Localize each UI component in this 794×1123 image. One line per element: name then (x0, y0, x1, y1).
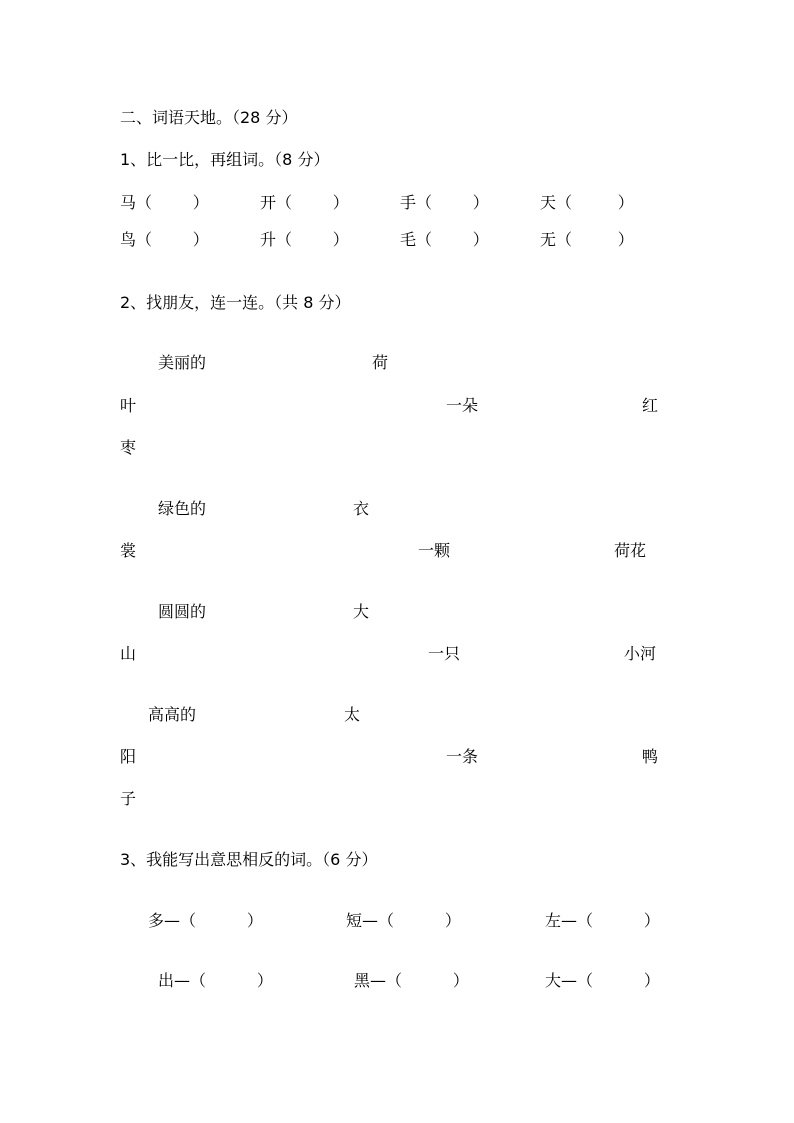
q1-item: 手（ ） (400, 193, 489, 212)
match-word: 裳 (120, 541, 137, 560)
match-word: 一只 (428, 644, 461, 663)
match-word: 红 (642, 396, 659, 415)
q1-item: 鸟（ ） (120, 230, 209, 249)
match-word: 太 (344, 705, 361, 724)
match-word: 高高的 (148, 705, 197, 724)
q1-item: 毛（ ） (400, 230, 489, 249)
q2-title: 2、找朋友，连一连。（共 8 分） (120, 293, 351, 312)
q1-title: 1、比一比，再组词。（8 分） (120, 150, 330, 169)
section-title: 二、词语天地。（28 分） (120, 108, 298, 127)
match-word: 鸭 (642, 747, 659, 766)
q3-item: 大—（ ） (545, 971, 660, 990)
match-word: 大 (353, 602, 370, 621)
q3-item: 短—（ ） (346, 911, 461, 930)
match-word: 荷 (372, 353, 389, 372)
q3-item: 左—（ ） (545, 911, 660, 930)
q3-item: 出—（ ） (158, 971, 273, 990)
match-word: 枣 (120, 438, 137, 457)
match-word: 一颗 (418, 541, 451, 560)
match-word: 美丽的 (158, 353, 207, 372)
match-word: 圆圆的 (158, 602, 207, 621)
match-word: 衣 (353, 499, 370, 518)
match-word: 荷花 (614, 541, 647, 560)
q1-item: 升（ ） (260, 230, 349, 249)
q1-item: 天（ ） (540, 193, 634, 212)
q1-item: 无（ ） (540, 230, 634, 249)
match-word: 一条 (446, 747, 479, 766)
q1-item: 开（ ） (260, 193, 349, 212)
match-word: 子 (120, 789, 137, 808)
match-word: 山 (120, 644, 137, 663)
match-word: 叶 (120, 396, 137, 415)
match-word: 小河 (624, 644, 657, 663)
q3-item: 多—（ ） (148, 911, 263, 930)
match-word: 一朵 (446, 396, 479, 415)
q1-item: 马（ ） (120, 193, 209, 212)
match-word: 阳 (120, 747, 137, 766)
q3-item: 黑—（ ） (354, 971, 469, 990)
match-word: 绿色的 (158, 499, 207, 518)
q3-title: 3、我能写出意思相反的词。（6 分） (120, 850, 378, 869)
